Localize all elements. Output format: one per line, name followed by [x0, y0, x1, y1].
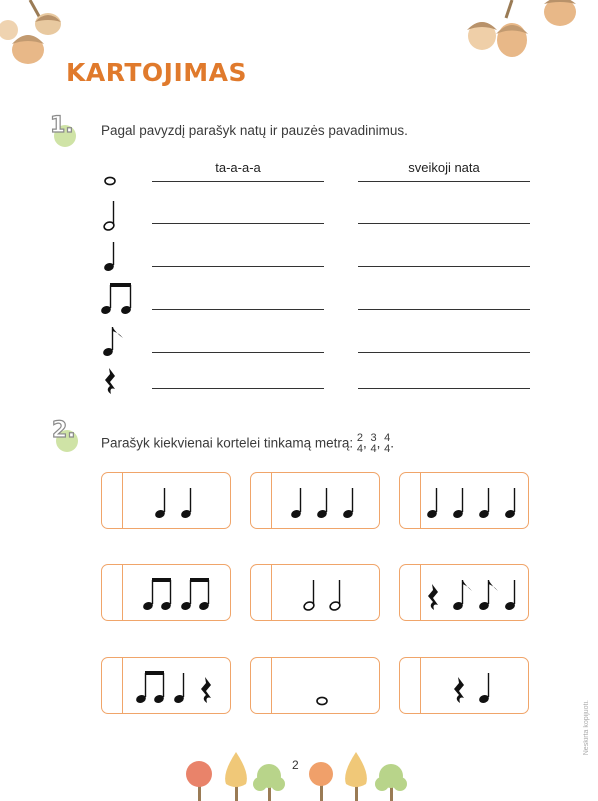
eighth-pair-icon — [142, 578, 172, 611]
quarter-icon — [180, 488, 192, 519]
rhythm-notation — [102, 565, 232, 622]
rhythm-notation — [400, 473, 530, 530]
note-symbols-column — [96, 165, 136, 400]
acorn-decoration-right — [460, 0, 598, 70]
meter-card[interactable] — [399, 657, 529, 714]
rhythm-notation — [400, 658, 530, 715]
meter-3-4: 3 4 — [370, 432, 377, 455]
quarter-icon — [342, 488, 354, 519]
whole-note-icon — [105, 177, 115, 184]
eighth-pair-icon — [180, 578, 210, 611]
answer-line[interactable] — [358, 352, 530, 353]
side-note: Neskirta kopijuoti. — [583, 700, 590, 756]
rhythm-notation — [102, 473, 232, 530]
quarter-icon — [478, 488, 490, 519]
quarter-icon — [478, 673, 490, 704]
quarter-icon — [452, 488, 464, 519]
half-icon — [303, 580, 315, 611]
answer-line[interactable] — [152, 223, 324, 224]
quarter-rest-icon — [454, 677, 464, 703]
answer-line[interactable] — [152, 388, 324, 389]
rhythm-notation — [251, 473, 381, 530]
answer-line[interactable] — [152, 266, 324, 267]
acorn-decoration-left — [0, 0, 70, 75]
half-note-icon — [103, 201, 115, 231]
meter-card[interactable] — [399, 564, 529, 621]
eighth-note-pair-icon — [100, 283, 132, 315]
meter-card[interactable] — [250, 472, 380, 529]
eighth-pair-icon — [135, 671, 165, 704]
quarter-note-icon — [103, 242, 115, 272]
rhythm-notation — [400, 565, 530, 622]
quarter-icon — [173, 673, 185, 704]
meter-2-4: 2 4 — [356, 432, 363, 455]
rhythm-notation — [102, 658, 232, 715]
meter-4-4: 4 4 — [384, 432, 391, 455]
quarter-icon — [290, 488, 302, 519]
meter-card[interactable] — [101, 657, 231, 714]
answer-line[interactable] — [358, 309, 530, 310]
quarter-icon — [504, 580, 516, 611]
page-number: 2 — [292, 758, 299, 772]
meter-card[interactable] — [250, 564, 380, 621]
exercise-2-number: 2. — [52, 418, 76, 443]
quarter-icon — [154, 488, 166, 519]
eighth-icon — [478, 580, 498, 611]
rhythm-notation — [251, 658, 381, 715]
exercise-2-instruction-text: Parašyk kiekvienai kortelei tinkamą metrą: — [101, 435, 354, 451]
rhythm-answer-1: ta-a-a-a — [215, 160, 261, 175]
meter-card[interactable] — [101, 472, 231, 529]
answer-line[interactable] — [152, 352, 324, 353]
quarter-icon — [426, 488, 438, 519]
meter-card[interactable] — [399, 472, 529, 529]
whole-icon — [317, 697, 327, 704]
rhythm-notation — [251, 565, 381, 622]
meter-card[interactable] — [101, 564, 231, 621]
answer-line[interactable] — [358, 181, 530, 182]
answer-line[interactable] — [152, 309, 324, 310]
exercise-1-instruction: Pagal pavyzdį parašyk natų ir pauzės pavadinimus. — [101, 123, 408, 138]
name-answer-1: sveikoji nata — [408, 160, 480, 175]
answer-line[interactable] — [152, 181, 324, 182]
answer-line[interactable] — [358, 266, 530, 267]
answer-line[interactable] — [358, 223, 530, 224]
exercise-1-number: 1. — [50, 113, 74, 138]
eighth-note-icon — [102, 327, 123, 357]
quarter-icon — [316, 488, 328, 519]
answer-line[interactable] — [358, 388, 530, 389]
quarter-rest-icon — [201, 677, 211, 703]
tree-decoration — [180, 748, 420, 801]
eighth-icon — [452, 580, 472, 611]
quarter-rest-icon — [428, 584, 438, 610]
exercise-2-instruction: Parašyk kiekvienai kortelei tinkamą metrą: 2 4, 3 4, 4 4. — [101, 432, 395, 455]
quarter-icon — [504, 488, 516, 519]
quarter-rest-icon — [105, 368, 115, 394]
half-icon — [329, 580, 341, 611]
meter-card[interactable] — [250, 657, 380, 714]
page-title: KARTOJIMAS — [66, 58, 247, 87]
